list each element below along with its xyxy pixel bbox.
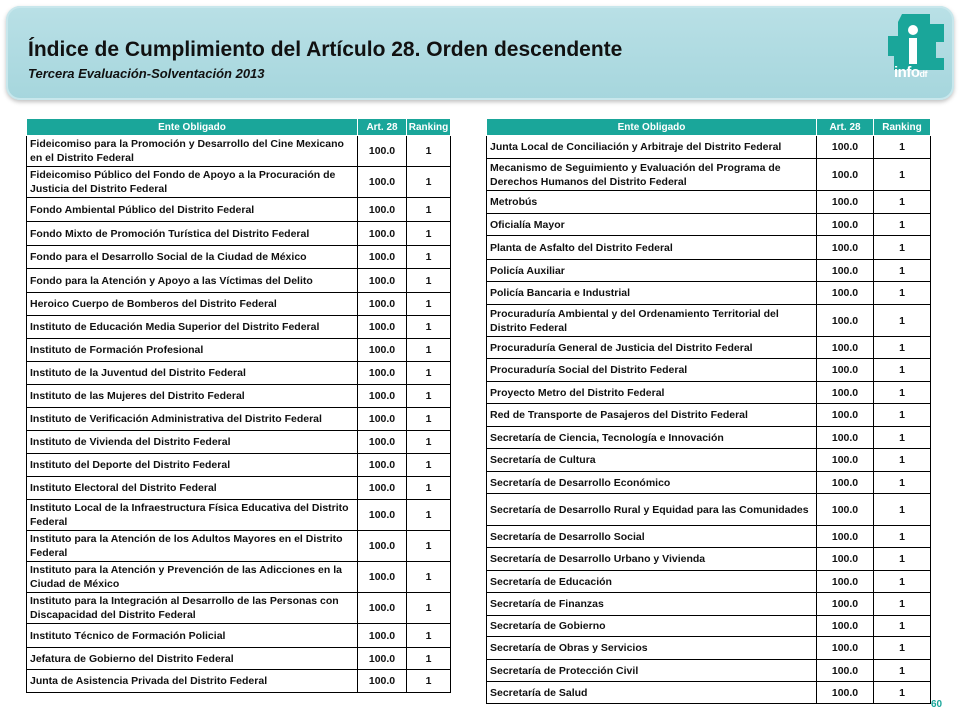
table-row xyxy=(487,337,931,359)
table-row xyxy=(27,167,451,198)
score-cell: 100.0 xyxy=(358,500,407,531)
rank-cell: 1 xyxy=(874,472,931,494)
entity-name-cell: Metrobús xyxy=(487,191,817,214)
rank-cell: 1 xyxy=(874,159,931,191)
entity-name-cell: Secretaría de Educación xyxy=(487,571,817,593)
score-cell: 100.0 xyxy=(817,593,874,616)
table-row xyxy=(487,282,931,305)
rank-cell: 1 xyxy=(407,269,451,293)
table-row xyxy=(27,531,451,562)
table-row xyxy=(487,305,931,337)
rank-cell: 1 xyxy=(874,526,931,548)
score-cell: 100.0 xyxy=(358,293,407,316)
rank-cell: 1 xyxy=(407,477,451,500)
entity-name-cell: Procuraduría Social del Distrito Federal xyxy=(487,359,817,382)
entity-name-cell: Heroico Cuerpo de Bomberos del Distrito Federal xyxy=(27,293,358,316)
score-cell: 100.0 xyxy=(817,382,874,404)
entity-name-cell: Policía Bancaria e Industrial xyxy=(487,282,817,305)
table-row xyxy=(27,408,451,431)
rank-cell: 1 xyxy=(407,293,451,316)
table-row xyxy=(487,494,931,526)
table-header-row xyxy=(27,119,451,136)
rank-cell: 1 xyxy=(407,431,451,454)
score-cell: 100.0 xyxy=(358,167,407,198)
rank-cell: 1 xyxy=(407,136,451,167)
entity-name-cell: Secretaría de Salud xyxy=(487,682,817,704)
table-row xyxy=(27,477,451,500)
page-subtitle: Tercera Evaluación-Solventación 2013 xyxy=(28,66,265,81)
entity-name-cell: Instituto Electoral del Distrito Federal xyxy=(27,477,358,500)
score-cell: 100.0 xyxy=(358,624,407,648)
logo-text: info xyxy=(894,64,920,81)
column-header-score: Art. 28 xyxy=(817,119,874,136)
score-cell: 100.0 xyxy=(817,526,874,548)
table-row xyxy=(487,260,931,282)
entity-name-cell: Secretaría de Desarrollo Rural y Equidad para las Comunidades xyxy=(487,494,817,526)
rank-cell: 1 xyxy=(874,449,931,472)
table-row xyxy=(487,427,931,449)
score-cell: 100.0 xyxy=(817,359,874,382)
rank-cell: 1 xyxy=(407,385,451,408)
table-row xyxy=(487,382,931,404)
score-cell: 100.0 xyxy=(358,562,407,593)
entity-name-cell: Secretaría de Protección Civil xyxy=(487,660,817,682)
score-cell: 100.0 xyxy=(358,246,407,269)
entity-name-cell: Instituto Local de la Infraestructura Física Educativa del Distrito Federal xyxy=(27,500,358,531)
table-row xyxy=(487,472,931,494)
score-cell: 100.0 xyxy=(817,214,874,236)
rank-cell: 1 xyxy=(874,637,931,660)
entity-name-cell: Procuraduría General de Justicia del Distrito Federal xyxy=(487,337,817,359)
entity-name-cell: Secretaría de Desarrollo Social xyxy=(487,526,817,548)
table-row xyxy=(487,191,931,214)
table-row xyxy=(487,359,931,382)
left-ranking-table xyxy=(26,118,451,693)
score-cell: 100.0 xyxy=(358,269,407,293)
score-cell: 100.0 xyxy=(358,408,407,431)
entity-name-cell: Secretaría de Ciencia, Tecnología e Innovación xyxy=(487,427,817,449)
rank-cell: 1 xyxy=(874,682,931,704)
entity-name-cell: Instituto del Deporte del Distrito Federal xyxy=(27,454,358,477)
page-number: 60 xyxy=(931,699,943,710)
entity-name-cell: Fondo Ambiental Público del Distrito Federal xyxy=(27,198,358,222)
entity-name-cell: Proyecto Metro del Distrito Federal xyxy=(487,382,817,404)
score-cell: 100.0 xyxy=(358,454,407,477)
rank-cell: 1 xyxy=(874,136,931,159)
rank-cell: 1 xyxy=(874,616,931,637)
score-cell: 100.0 xyxy=(358,339,407,362)
column-header-rank: Ranking xyxy=(874,119,931,136)
column-header-rank: Ranking xyxy=(407,119,451,136)
score-cell: 100.0 xyxy=(358,136,407,167)
score-cell: 100.0 xyxy=(358,593,407,624)
table-row xyxy=(27,593,451,624)
logo-subtext: df xyxy=(919,69,927,79)
table-row xyxy=(27,316,451,339)
entity-name-cell: Instituto Técnico de Formación Policial xyxy=(27,624,358,648)
right-ranking-table xyxy=(486,118,931,704)
rank-cell: 1 xyxy=(407,246,451,269)
table-row xyxy=(27,362,451,385)
entity-name-cell: Fondo para la Atención y Apoyo a las Víctimas del Delito xyxy=(27,269,358,293)
entity-name-cell: Instituto para la Integración al Desarrollo de las Personas con Discapacidad del Distrito Federal xyxy=(27,593,358,624)
rank-cell: 1 xyxy=(407,454,451,477)
table-row xyxy=(27,454,451,477)
table-row xyxy=(27,385,451,408)
table-row xyxy=(27,136,451,167)
rank-cell: 1 xyxy=(407,648,451,670)
table-row xyxy=(487,449,931,472)
score-cell: 100.0 xyxy=(817,472,874,494)
table-row xyxy=(487,616,931,637)
entity-name-cell: Secretaría de Obras y Servicios xyxy=(487,637,817,660)
score-cell: 100.0 xyxy=(358,670,407,693)
rank-cell: 1 xyxy=(874,191,931,214)
entity-name-cell: Fondo Mixto de Promoción Turística del Distrito Federal xyxy=(27,222,358,246)
table-row xyxy=(27,431,451,454)
entity-name-cell: Planta de Asfalto del Distrito Federal xyxy=(487,236,817,260)
table-row xyxy=(27,339,451,362)
table-row xyxy=(27,246,451,269)
score-cell: 100.0 xyxy=(817,305,874,337)
rank-cell: 1 xyxy=(874,305,931,337)
entity-name-cell: Oficialía Mayor xyxy=(487,214,817,236)
entity-name-cell: Instituto para la Atención de los Adultos Mayores en el Distrito Federal xyxy=(27,531,358,562)
page-title: Índice de Cumplimiento del Artículo 28. Orden descendente xyxy=(28,38,623,61)
entity-name-cell: Mecanismo de Seguimiento y Evaluación del Programa de Derechos Humanos del Distrito Federal xyxy=(487,159,817,191)
table-row xyxy=(487,593,931,616)
table-row xyxy=(27,222,451,246)
entity-name-cell: Instituto para la Atención y Prevención de las Adicciones en la Ciudad de México xyxy=(27,562,358,593)
table-row xyxy=(27,648,451,670)
entity-name-cell: Instituto de Educación Media Superior del Distrito Federal xyxy=(27,316,358,339)
entity-name-cell: Fondo para el Desarrollo Social de la Ciudad de México xyxy=(27,246,358,269)
table-row xyxy=(27,293,451,316)
score-cell: 100.0 xyxy=(358,648,407,670)
rank-cell: 1 xyxy=(874,359,931,382)
rank-cell: 1 xyxy=(407,624,451,648)
table-row xyxy=(27,500,451,531)
entity-name-cell: Fideicomiso Público del Fondo de Apoyo a la Procuración de Justicia del Distrito Federal xyxy=(27,167,358,198)
table-row xyxy=(487,404,931,427)
table-row xyxy=(27,562,451,593)
entity-name-cell: Secretaría de Desarrollo Urbano y Vivienda xyxy=(487,548,817,571)
rank-cell: 1 xyxy=(407,670,451,693)
score-cell: 100.0 xyxy=(358,385,407,408)
entity-name-cell: Junta de Asistencia Privada del Distrito Federal xyxy=(27,670,358,693)
rank-cell: 1 xyxy=(874,593,931,616)
table-row xyxy=(487,136,931,159)
infodf-logo-icon xyxy=(880,10,952,98)
rank-cell: 1 xyxy=(874,494,931,526)
table-row xyxy=(27,269,451,293)
score-cell: 100.0 xyxy=(358,531,407,562)
entity-name-cell: Red de Transporte de Pasajeros del Distrito Federal xyxy=(487,404,817,427)
table-row xyxy=(487,236,931,260)
score-cell: 100.0 xyxy=(817,404,874,427)
entity-name-cell: Procuraduría Ambiental y del Ordenamiento Territorial del Distrito Federal xyxy=(487,305,817,337)
score-cell: 100.0 xyxy=(817,236,874,260)
rank-cell: 1 xyxy=(874,427,931,449)
table-row xyxy=(487,526,931,548)
rank-cell: 1 xyxy=(407,500,451,531)
table-row xyxy=(487,660,931,682)
score-cell: 100.0 xyxy=(358,477,407,500)
rank-cell: 1 xyxy=(874,282,931,305)
rank-cell: 1 xyxy=(874,660,931,682)
score-cell: 100.0 xyxy=(817,282,874,305)
entity-name-cell: Instituto de las Mujeres del Distrito Federal xyxy=(27,385,358,408)
rank-cell: 1 xyxy=(407,531,451,562)
rank-cell: 1 xyxy=(407,316,451,339)
score-cell: 100.0 xyxy=(817,427,874,449)
rank-cell: 1 xyxy=(407,198,451,222)
rank-cell: 1 xyxy=(407,362,451,385)
score-cell: 100.0 xyxy=(817,616,874,637)
rank-cell: 1 xyxy=(874,214,931,236)
score-cell: 100.0 xyxy=(358,431,407,454)
score-cell: 100.0 xyxy=(817,136,874,159)
table-row xyxy=(27,624,451,648)
column-header-score: Art. 28 xyxy=(358,119,407,136)
score-cell: 100.0 xyxy=(358,198,407,222)
score-cell: 100.0 xyxy=(358,362,407,385)
score-cell: 100.0 xyxy=(817,260,874,282)
table-row xyxy=(487,637,931,660)
score-cell: 100.0 xyxy=(817,571,874,593)
entity-name-cell: Instituto de Verificación Administrativa del Distrito Federal xyxy=(27,408,358,431)
logo-wordmark xyxy=(894,64,927,81)
rank-cell: 1 xyxy=(874,382,931,404)
entity-name-cell: Instituto de Vivienda del Distrito Federal xyxy=(27,431,358,454)
table-row xyxy=(487,571,931,593)
rank-cell: 1 xyxy=(874,236,931,260)
table-header-row xyxy=(487,119,931,136)
rank-cell: 1 xyxy=(407,167,451,198)
score-cell: 100.0 xyxy=(817,637,874,660)
table-row xyxy=(487,214,931,236)
score-cell: 100.0 xyxy=(817,548,874,571)
entity-name-cell: Secretaría de Finanzas xyxy=(487,593,817,616)
score-cell: 100.0 xyxy=(817,191,874,214)
column-header-entity: Ente Obligado xyxy=(27,119,358,136)
entity-name-cell: Instituto de la Juventud del Distrito Federal xyxy=(27,362,358,385)
entity-name-cell: Secretaría de Cultura xyxy=(487,449,817,472)
score-cell: 100.0 xyxy=(817,337,874,359)
rank-cell: 1 xyxy=(407,222,451,246)
score-cell: 100.0 xyxy=(817,682,874,704)
rank-cell: 1 xyxy=(407,562,451,593)
score-cell: 100.0 xyxy=(817,494,874,526)
entity-name-cell: Jefatura de Gobierno del Distrito Federal xyxy=(27,648,358,670)
rank-cell: 1 xyxy=(874,548,931,571)
entity-name-cell: Secretaría de Gobierno xyxy=(487,616,817,637)
score-cell: 100.0 xyxy=(817,159,874,191)
table-row xyxy=(487,682,931,704)
score-cell: 100.0 xyxy=(817,449,874,472)
rank-cell: 1 xyxy=(407,339,451,362)
title-banner xyxy=(6,6,954,100)
entity-name-cell: Policía Auxiliar xyxy=(487,260,817,282)
entity-name-cell: Instituto de Formación Profesional xyxy=(27,339,358,362)
table-row xyxy=(27,670,451,693)
score-cell: 100.0 xyxy=(358,316,407,339)
score-cell: 100.0 xyxy=(358,222,407,246)
rank-cell: 1 xyxy=(407,593,451,624)
rank-cell: 1 xyxy=(407,408,451,431)
rank-cell: 1 xyxy=(874,337,931,359)
rank-cell: 1 xyxy=(874,260,931,282)
column-header-entity: Ente Obligado xyxy=(487,119,817,136)
rank-cell: 1 xyxy=(874,571,931,593)
table-row xyxy=(27,198,451,222)
entity-name-cell: Junta Local de Conciliación y Arbitraje del Distrito Federal xyxy=(487,136,817,159)
entity-name-cell: Secretaría de Desarrollo Económico xyxy=(487,472,817,494)
score-cell: 100.0 xyxy=(817,660,874,682)
entity-name-cell: Fideicomiso para la Promoción y Desarrollo del Cine Mexicano en el Distrito Federal xyxy=(27,136,358,167)
rank-cell: 1 xyxy=(874,404,931,427)
table-row xyxy=(487,159,931,191)
table-row xyxy=(487,548,931,571)
